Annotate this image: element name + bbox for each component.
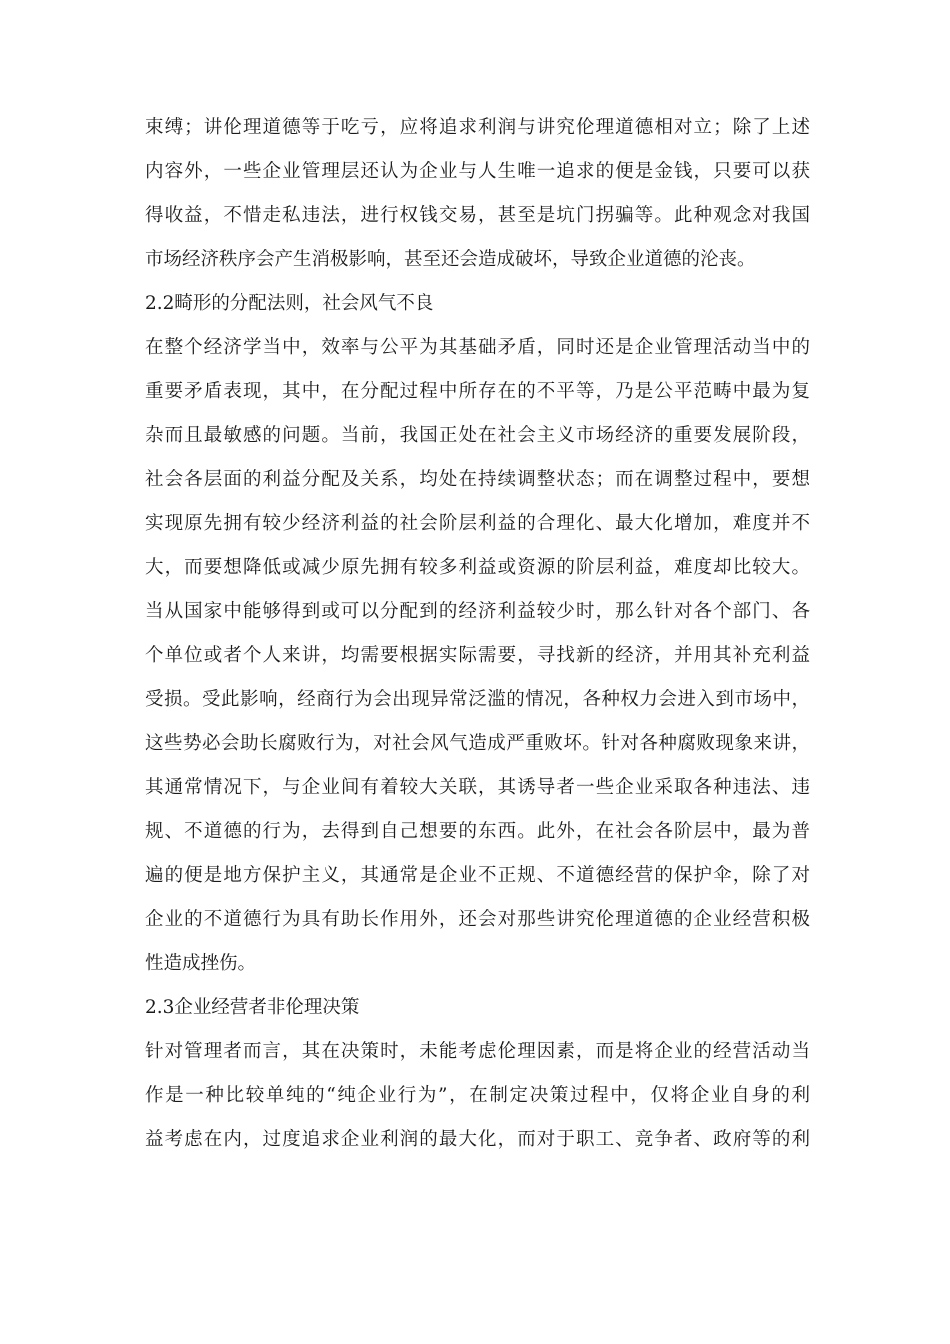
paragraph-line: 遍的便是地方保护主义，其通常是企业不正规、不道德经营的保护伞，除了对 [145, 865, 810, 886]
paragraph-line: 实现原先拥有较少经济利益的社会阶层利益的合理化、最大化增加，难度并不 [145, 513, 810, 534]
paragraph-line: 企业的不道德行为具有助长作用外，还会对那些讲究伦理道德的企业经营积极 [145, 909, 810, 930]
paragraph-line: 针对管理者而言，其在决策时，未能考虑伦理因素，而是将企业的经营活动当 [145, 1041, 810, 1062]
paragraph-line: 其通常情况下，与企业间有着较大关联，其诱导者一些企业采取各种违法、违 [145, 777, 810, 798]
paragraph-line: 性造成挫伤。 [145, 953, 257, 974]
paragraph-line: 束缚；讲伦理道德等于吃亏，应将追求利润与讲究伦理道德相对立；除了上述 [145, 117, 810, 138]
paragraph-line: 个单位或者个人来讲，均需要根据实际需要，寻找新的经济，并用其补充利益 [145, 645, 810, 666]
paragraph-line: 受损。受此影响，经商行为会出现异常泛滥的情况，各种权力会进入到市场中， [145, 689, 810, 710]
paragraph-line: 益考虑在内，过度追求企业利润的最大化，而对于职工、竞争者、政府等的利 [145, 1129, 810, 1150]
paragraph-line: 重要矛盾表现，其中，在分配过程中所存在的不平等，乃是公平范畴中最为复 [145, 381, 810, 402]
paragraph-line: 当从国家中能够得到或可以分配到的经济利益较少时，那么针对各个部门、各 [145, 601, 810, 622]
paragraph-line: 社会各层面的利益分配及关系，均处在持续调整状态；而在调整过程中，要想 [145, 469, 810, 490]
paragraph-line: 在整个经济学当中，效率与公平为其基础矛盾，同时还是企业管理活动当中的 [145, 337, 810, 358]
paragraph-line: 市场经济秩序会产生消极影响，甚至还会造成破坏，导致企业道德的沦丧。 [145, 249, 756, 270]
section-heading: 2.3企业经营者非伦理决策 [145, 997, 360, 1018]
paragraph-line: 规、不道德的行为，去得到自己想要的东西。此外，在社会各阶层中，最为普 [145, 821, 810, 842]
paragraph-line: 得收益，不惜走私违法，进行权钱交易，甚至是坑门拐骗等。此种观念对我国 [145, 205, 810, 226]
section-heading: 2.2畸形的分配法则，社会风气不良 [145, 293, 434, 314]
paragraph-line: 内容外，一些企业管理层还认为企业与人生唯一追求的便是金钱，只要可以获 [145, 161, 810, 182]
paragraph-line: 大，而要想降低或减少原先拥有较多利益或资源的阶层利益，难度却比较大。 [145, 557, 810, 578]
paragraph-line: 杂而且最敏感的问题。当前，我国正处在社会主义市场经济的重要发展阶段， [145, 425, 810, 446]
paragraph-line: 这些势必会助长腐败行为，对社会风气造成严重败坏。针对各种腐败现象来讲， [145, 733, 810, 754]
paragraph-line: 作是一种比较单纯的“纯企业行为”，在制定决策过程中，仅将企业自身的利 [145, 1085, 810, 1106]
